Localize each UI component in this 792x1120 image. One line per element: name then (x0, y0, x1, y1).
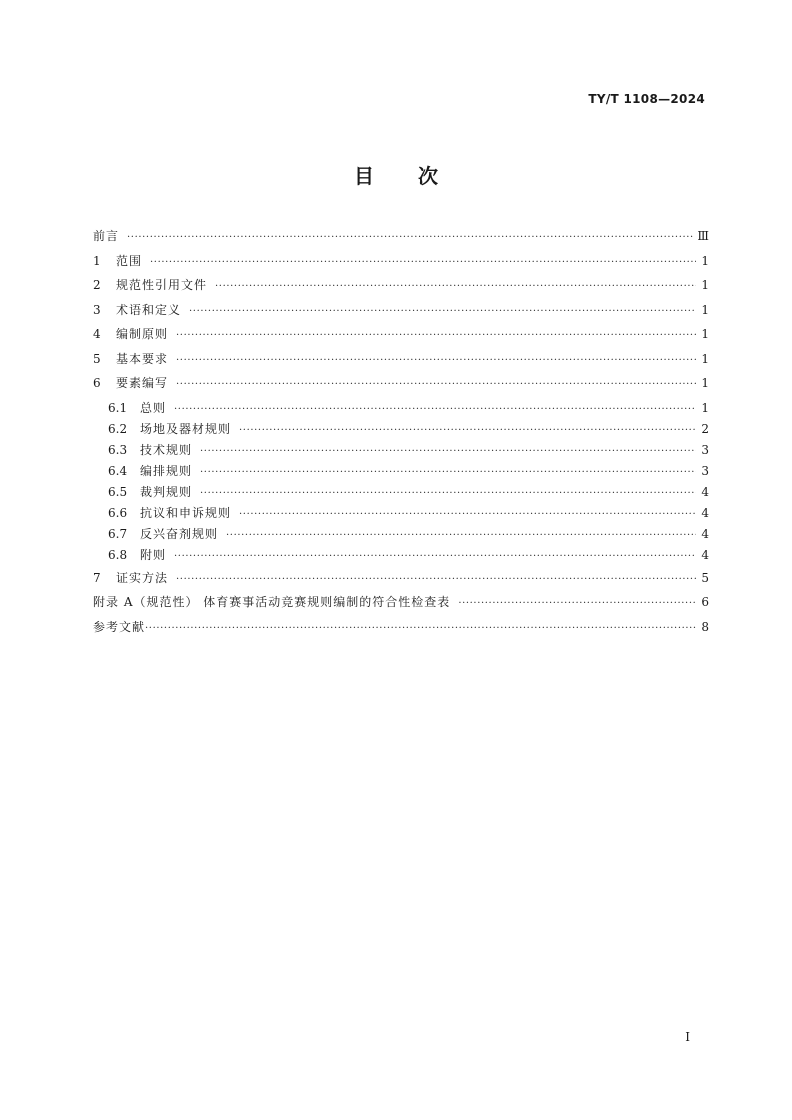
toc-entry-number: 6 (93, 376, 101, 390)
toc-entry-page: 6 (701, 595, 709, 609)
toc-entry-3[interactable] (93, 300, 709, 320)
toc-entry-label: 抗议和申诉规则 (140, 505, 232, 520)
dot-leader (150, 253, 696, 273)
dot-leader (226, 525, 696, 546)
toc-entry-number: 6.8 (108, 547, 128, 562)
toc-entry-appendix-a[interactable] (93, 592, 709, 612)
dot-leader (174, 546, 696, 567)
toc-entry-label: 场地及器材规则 (140, 421, 232, 436)
toc-entry-1[interactable] (93, 251, 709, 271)
toc-entry-6-3[interactable] (93, 440, 709, 461)
dot-leader (239, 504, 696, 525)
toc-entry-page: 1 (701, 400, 709, 415)
toc-title-char-1: 目 (354, 164, 374, 188)
toc-entry-page: 2 (701, 421, 709, 436)
toc-entry-page: 4 (701, 526, 709, 541)
dot-leader (176, 326, 696, 346)
toc-entry-number: 7 (93, 570, 101, 585)
toc-entry-number: 6.7 (108, 526, 128, 541)
toc-title (0, 160, 792, 189)
toc-entry-label: 要素编写 (116, 376, 169, 390)
toc-entry-6-5[interactable] (93, 482, 709, 503)
toc-entry-number: 6.5 (108, 484, 128, 499)
dot-leader (189, 302, 696, 322)
toc-entry-label: 总则 (140, 400, 167, 415)
toc-entry-page: 1 (701, 327, 709, 341)
toc-entry-number: 4 (93, 327, 101, 341)
dot-leader (458, 594, 696, 614)
toc-entry-label: 前言 (93, 229, 120, 243)
toc-entry-number: 6.3 (108, 442, 128, 457)
toc-entry-6-8[interactable] (93, 545, 709, 566)
toc-entry-6-4[interactable] (93, 461, 709, 482)
dot-leader (239, 420, 696, 441)
toc-entry-page: 4 (701, 505, 709, 520)
toc-entry-6-7[interactable] (93, 524, 709, 545)
toc-entry-number: 3 (93, 302, 101, 317)
toc-entry-number: 6.4 (108, 463, 128, 478)
toc-entry-number: 6.1 (108, 400, 128, 415)
toc-entry-page: 1 (701, 351, 709, 366)
dot-leader (200, 483, 696, 504)
toc-entry-label: 范围 (116, 253, 143, 268)
toc-entry-2[interactable] (93, 275, 709, 295)
toc-entry-foreword[interactable] (93, 226, 709, 246)
toc-entry-page: 3 (701, 442, 709, 457)
toc-entry-label: 基本要求 (116, 351, 169, 366)
toc-entry-page: Ⅲ (697, 229, 709, 243)
page-number: I (685, 1030, 690, 1044)
toc-entry-number: 1 (93, 253, 101, 268)
toc-entry-label: 编制原则 (116, 327, 169, 341)
toc-entry-7[interactable] (93, 568, 709, 588)
dot-leader (174, 399, 696, 420)
toc-entry-label: 裁判规则 (140, 484, 193, 499)
toc-entry-6-6[interactable] (93, 503, 709, 524)
toc-entry-number: 6.2 (108, 421, 128, 436)
dot-leader (127, 228, 694, 248)
toc-entry-page: 1 (701, 278, 709, 292)
toc-entry-6-2[interactable] (93, 419, 709, 440)
dot-leader (176, 570, 696, 590)
toc-entry-label: 技术规则 (140, 442, 193, 457)
toc-entry-page: 5 (701, 570, 709, 585)
toc-entry-4[interactable] (93, 324, 709, 344)
toc-entry-label: 参考文献 (93, 619, 146, 634)
toc-entry-page: 8 (701, 619, 709, 634)
toc-entry-label: 规范性引用文件 (116, 278, 208, 292)
toc-entry-6-1[interactable] (93, 398, 709, 419)
toc-entry-page: 3 (701, 463, 709, 478)
dot-leader (215, 277, 696, 297)
dot-leader (200, 462, 696, 483)
toc-entry-page: 1 (701, 302, 709, 317)
toc-entry-label: 反兴奋剂规则 (140, 526, 219, 541)
toc-entry-6[interactable] (93, 373, 709, 393)
toc-entry-label: 术语和定义 (116, 302, 182, 317)
dot-leader (145, 619, 696, 639)
toc-entry-label: 编排规则 (140, 463, 193, 478)
document-code: TY/T 1108—2024 (588, 92, 705, 106)
toc-entry-label: 附则 (140, 547, 167, 562)
toc-entry-page: 1 (701, 253, 709, 268)
toc-entry-page: 4 (701, 484, 709, 499)
toc-entry-label: 附录 A（规范性） 体育赛事活动竞赛规则编制的符合性检查表 (93, 595, 451, 609)
toc-title-char-2: 次 (418, 164, 438, 188)
toc-entry-number: 6.6 (108, 505, 128, 520)
toc-entry-number: 5 (93, 351, 101, 366)
toc-entry-5[interactable] (93, 349, 709, 369)
dot-leader (176, 375, 696, 395)
dot-leader (176, 351, 696, 371)
dot-leader (200, 441, 696, 462)
toc-entry-page: 4 (701, 547, 709, 562)
table-of-contents (93, 226, 709, 641)
toc-entry-page: 1 (701, 376, 709, 390)
toc-entry-label: 证实方法 (116, 570, 169, 585)
toc-entry-references[interactable] (93, 617, 709, 637)
toc-entry-number: 2 (93, 278, 101, 292)
